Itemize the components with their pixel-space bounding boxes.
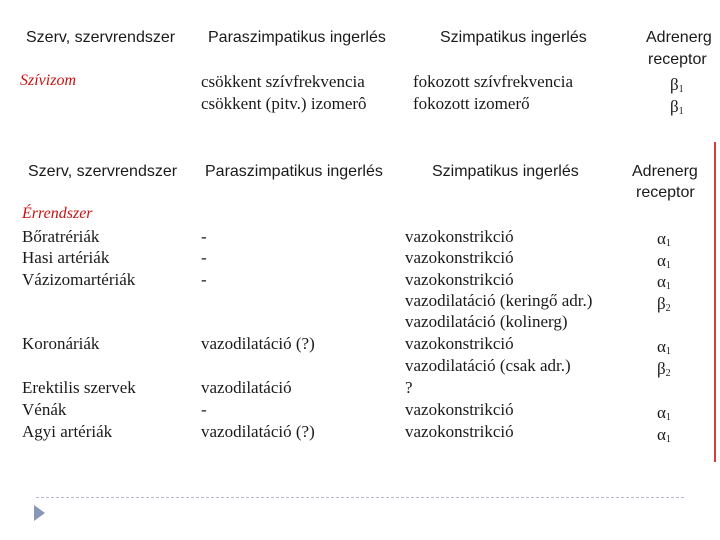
t2-organ: Agyi artériák (22, 422, 113, 441)
t2-sym: vazokonstrikció (405, 400, 514, 419)
t1-header-organ: Szerv, szervrendszer (26, 29, 176, 46)
section-title-errendszer: Érrendszer (22, 205, 93, 222)
t2-header-para: Paraszimpatikus ingerlés (205, 163, 383, 180)
t2-sym: vazodilatáció (kolinerg) (405, 312, 568, 331)
t2-organ: Hasi artériák (22, 248, 110, 267)
right-vertical-rule (714, 142, 716, 462)
t2-sym: vazokonstrikció (405, 270, 514, 289)
t2-receptor: $\alpha_1$ (657, 229, 671, 249)
footer-dashed-divider (36, 497, 684, 498)
t2-para: - (201, 248, 207, 267)
t2-header-receptor-line1: Adrenerg (632, 163, 698, 180)
t1-para-line: csökkent (pitv.) izomerô (201, 94, 367, 113)
t2-organ: Erektilis szervek (22, 378, 136, 397)
t1-sym-line: fokozott izomerő (413, 94, 530, 113)
t2-header-organ: Szerv, szervrendszer (28, 163, 178, 180)
t2-receptor: $\beta_2$ (657, 359, 671, 379)
t1-receptor: $\beta_1$ (670, 75, 684, 95)
t1-receptor: $\beta_1$ (670, 97, 684, 117)
t2-header-receptor-line2: receptor (636, 184, 695, 201)
t1-header-receptor-line1: Adrenerg (646, 29, 712, 46)
t2-sym: vazokonstrikció (405, 248, 514, 267)
footer-arrow-icon (34, 505, 45, 521)
t1-header-sym: Szimpatikus ingerlés (440, 29, 587, 46)
t2-para: - (201, 400, 207, 419)
t1-header-para: Paraszimpatikus ingerlés (208, 29, 386, 46)
t2-para: vazodilatáció (?) (201, 334, 315, 353)
section-title-szivizom: Szívizom (20, 72, 76, 89)
t1-sym-line: fokozott szívfrekvencia (413, 72, 574, 91)
t2-organ: Koronáriák (22, 334, 100, 353)
t2-receptor: $\beta_2$ (657, 294, 671, 314)
t2-receptor: $\alpha_1$ (657, 337, 671, 357)
t1-header-receptor-line2: receptor (648, 51, 707, 68)
t2-sym: vazodilatáció (keringő adr.) (405, 291, 593, 310)
t2-sym: vazodilatáció (csak adr.) (405, 356, 571, 375)
t2-receptor: $\alpha_1$ (657, 272, 671, 292)
t2-sym: vazokonstrikció (405, 422, 514, 441)
t2-receptor: $\alpha_1$ (657, 251, 671, 271)
t2-para: - (201, 227, 207, 246)
t2-para: vazodilatáció (?) (201, 422, 315, 441)
t2-organ: Vénák (22, 400, 67, 419)
t2-organ: Bőratrériák (22, 227, 100, 246)
t2-receptor: $\alpha_1$ (657, 403, 671, 423)
t2-sym: vazokonstrikció (405, 227, 514, 246)
t2-organ: Vázizomartériák (22, 270, 136, 289)
t2-header-sym: Szimpatikus ingerlés (432, 163, 579, 180)
t2-para: vazodilatáció (201, 378, 292, 397)
t2-para: - (201, 270, 207, 289)
t1-para-line: csökkent szívfrekvencia (201, 72, 365, 91)
t2-sym: vazokonstrikció (405, 334, 514, 353)
t2-sym: ? (405, 378, 413, 397)
t2-receptor: $\alpha_1$ (657, 425, 671, 445)
